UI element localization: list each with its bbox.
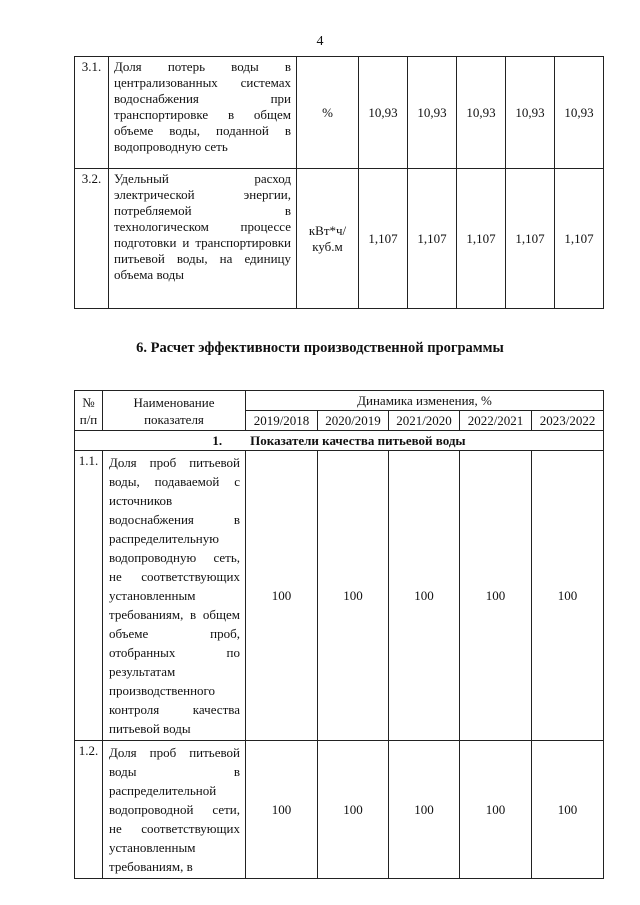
header-name xyxy=(103,391,246,431)
value-cell: 100 xyxy=(318,451,389,741)
header-year: 2022/2021 xyxy=(460,411,532,431)
header-row xyxy=(75,391,604,411)
indicator-name: Доля проб питьевой воды, подаваемой с источников водоснабжения в распределительную водопроводную сеть, не соответствующих установленным требованиям, в общем объеме проб, отобранных по результатам производственного контроля качества питьевой воды xyxy=(103,451,246,741)
group-label: Показатели качества питьевой воды xyxy=(250,432,466,448)
value-cell: 100 xyxy=(389,741,460,879)
header-num-line2: п/п xyxy=(79,411,98,427)
header-year: 2019/2018 xyxy=(246,411,318,431)
value-cell: 1,107 xyxy=(408,169,457,309)
row-number: 1.1. xyxy=(75,451,103,741)
table-row xyxy=(75,741,604,879)
row-number: 3.2. xyxy=(75,169,109,309)
value-cell: 10,93 xyxy=(457,57,506,169)
value-cell: 100 xyxy=(246,741,318,879)
group-row xyxy=(75,431,604,451)
page-number: 4 xyxy=(316,34,324,49)
row-number: 1.2. xyxy=(75,741,103,879)
value-cell: 10,93 xyxy=(359,57,408,169)
value-cell: 100 xyxy=(460,741,532,879)
group-title xyxy=(75,431,604,451)
table-row xyxy=(75,451,604,741)
efficiency-table xyxy=(74,390,604,879)
table-row xyxy=(75,169,604,309)
header-num xyxy=(75,391,103,431)
value-cell: 100 xyxy=(532,741,604,879)
indicator-name: Доля проб питьевой воды в распределительной водопроводной сети, не соответствующих установленным требованиям, в xyxy=(103,741,246,879)
indicators-table-continued xyxy=(74,56,604,309)
value-cell: 10,93 xyxy=(555,57,604,169)
header-name-line2: показателя xyxy=(144,411,204,427)
unit-cell: кВт*ч/ куб.м xyxy=(297,169,359,309)
header-dynamics: Динамика изменения, % xyxy=(246,391,604,411)
value-cell: 1,107 xyxy=(457,169,506,309)
value-cell: 100 xyxy=(318,741,389,879)
value-cell: 10,93 xyxy=(506,57,555,169)
table-row xyxy=(75,57,604,169)
header-year: 2023/2022 xyxy=(532,411,604,431)
value-cell: 100 xyxy=(460,451,532,741)
value-cell: 1,107 xyxy=(359,169,408,309)
value-cell: 10,93 xyxy=(408,57,457,169)
value-cell: 100 xyxy=(246,451,318,741)
header-num-line1: № xyxy=(82,394,95,410)
header-year: 2020/2019 xyxy=(318,411,389,431)
indicator-name: Удельный расход электрической энергии, потребляемой в технологическом процессе подготовки и транспортировки питьевой воды, на единицу объема воды xyxy=(109,169,297,309)
section-title: 6. Расчет эффективности производственной программы xyxy=(136,340,504,356)
value-cell: 100 xyxy=(532,451,604,741)
row-number: 3.1. xyxy=(75,57,109,169)
indicator-name: Доля потерь воды в централизованных системах водоснабжения при транспортировке в общем объеме воды, поданной в водопроводную сеть xyxy=(109,57,297,169)
value-cell: 1,107 xyxy=(555,169,604,309)
header-name-line1: Наименование xyxy=(133,394,215,410)
unit-cell: % xyxy=(297,57,359,169)
header-year: 2021/2020 xyxy=(389,411,460,431)
group-number: 1. xyxy=(212,432,223,448)
value-cell: 1,107 xyxy=(506,169,555,309)
value-cell: 100 xyxy=(389,451,460,741)
